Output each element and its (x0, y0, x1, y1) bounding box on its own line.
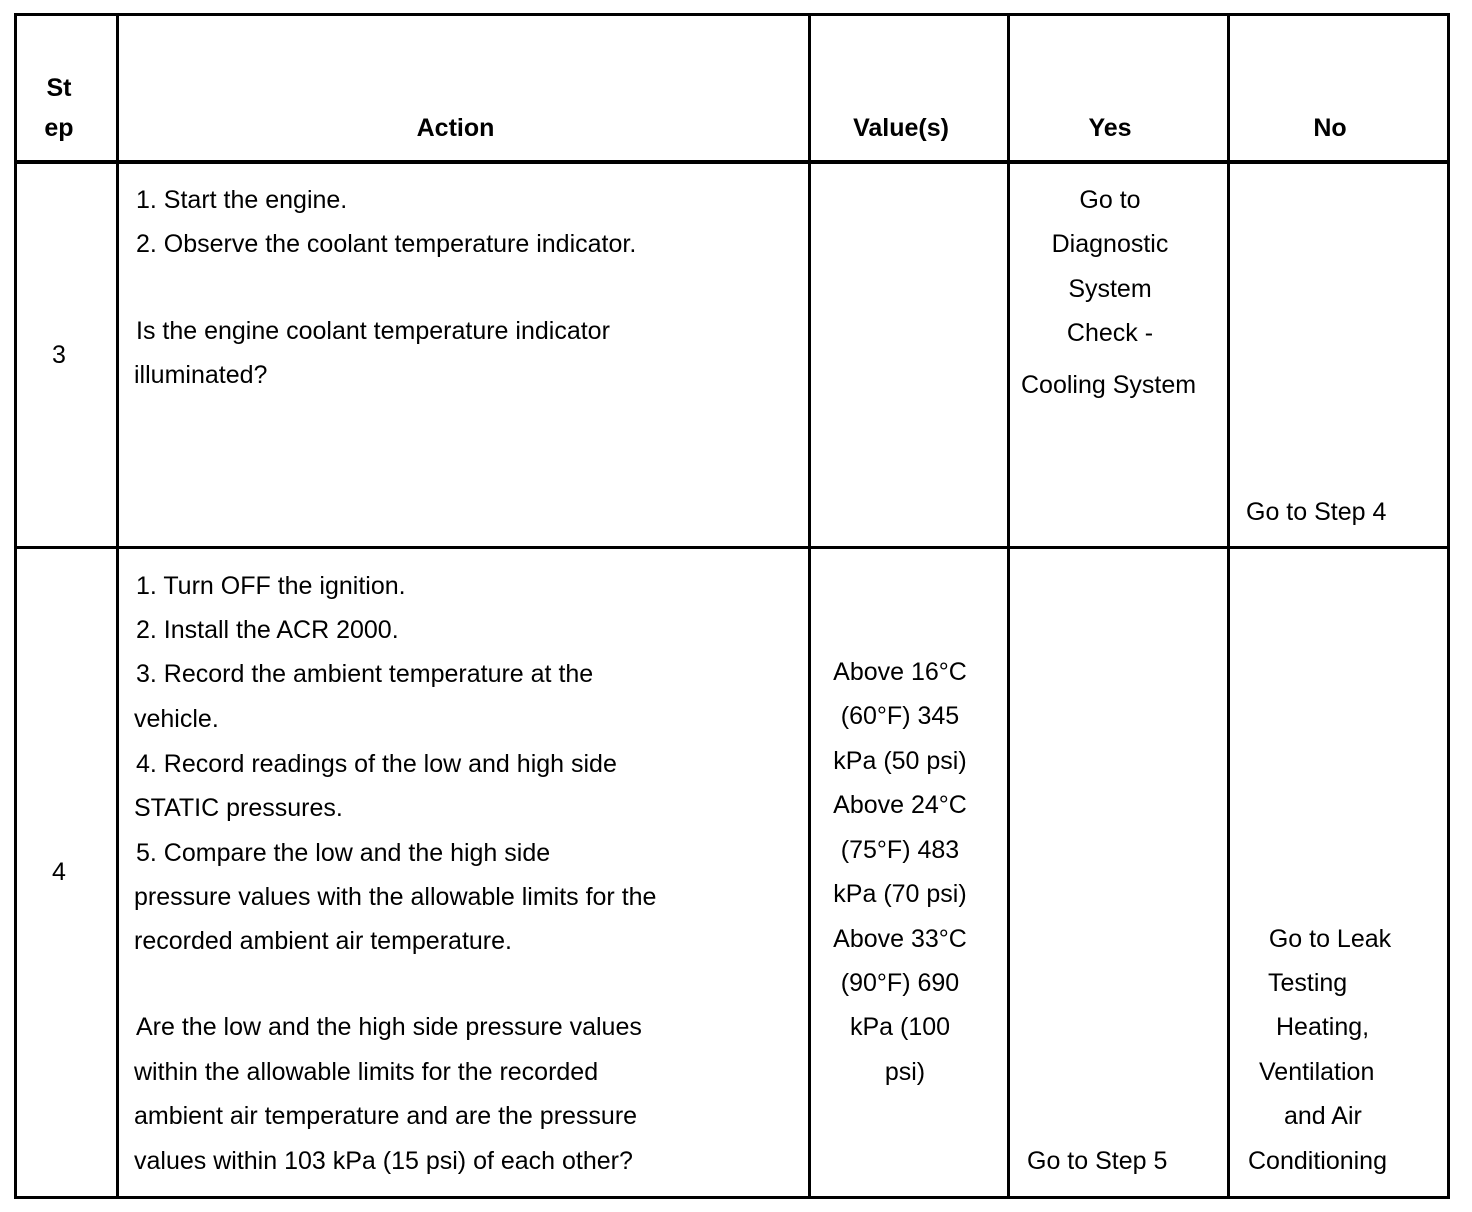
action-text: 1. Turn OFF the ignition. (136, 572, 406, 600)
value-text: Above 16°C (833, 658, 967, 686)
no-text: Ventilation (1259, 1058, 1375, 1086)
action-text: Are the low and the high side pressure values (136, 1013, 642, 1041)
header-step-line2: ep (44, 114, 74, 142)
row-divider (14, 546, 1450, 549)
yes-text: Go to Step 5 (1027, 1147, 1168, 1175)
yes-text: Check - (1066, 319, 1154, 347)
action-text: pressure values with the allowable limits for the (134, 883, 657, 911)
header-yes: Yes (1088, 114, 1132, 142)
no-text: Testing (1268, 969, 1348, 997)
yes-text: Go to (1079, 186, 1141, 214)
header-divider (14, 160, 1450, 164)
no-text: Go to Leak (1268, 925, 1392, 953)
value-text: (75°F) 483 (840, 836, 960, 864)
value-text: kPa (100 (849, 1013, 951, 1041)
table-border-bottom (14, 1196, 1450, 1199)
yes-text: Cooling System (1021, 371, 1197, 399)
no-text: and Air (1284, 1102, 1362, 1130)
column-divider-step (116, 13, 119, 1199)
header-values: Value(s) (853, 114, 949, 142)
value-text: kPa (70 psi) (833, 880, 967, 908)
action-text: ambient air temperature and are the pressure (134, 1102, 638, 1130)
table-border-top (14, 13, 1450, 16)
action-text: values within 103 kPa (15 psi) of each other? (134, 1147, 633, 1175)
action-text: illuminated? (134, 361, 268, 389)
value-text: Above 24°C (833, 791, 967, 819)
action-text: recorded ambient air temperature. (134, 927, 512, 955)
no-text: Heating, (1276, 1013, 1370, 1041)
action-text: 4. Record readings of the low and high side (136, 750, 617, 778)
value-text: (90°F) 690 (840, 969, 960, 997)
action-text: 3. Record the ambient temperature at the (136, 660, 594, 688)
header-action: Action (416, 114, 495, 142)
action-text: vehicle. (134, 705, 219, 733)
value-text: Above 33°C (833, 925, 967, 953)
action-text: Is the engine coolant temperature indicator (136, 317, 610, 345)
value-text: kPa (50 psi) (833, 747, 967, 775)
action-text: within the allowable limits for the recorded (134, 1058, 599, 1086)
action-text: STATIC pressures. (134, 794, 343, 822)
action-text: 2. Observe the coolant temperature indicator. (136, 230, 637, 258)
action-text: 2. Install the ACR 2000. (136, 616, 399, 644)
header-no: No (1313, 114, 1347, 142)
action-text: 1. Start the engine. (136, 186, 348, 214)
value-text: (60°F) 345 (840, 702, 960, 730)
column-divider-yes (1227, 13, 1230, 1199)
no-text: Conditioning (1248, 1147, 1387, 1175)
yes-text: System (1068, 275, 1152, 303)
yes-text: Diagnostic (1051, 230, 1169, 258)
header-step-line1: St (46, 74, 72, 102)
table-border-left (14, 13, 17, 1199)
no-text: Go to Step 4 (1246, 498, 1387, 526)
value-text: psi) (884, 1058, 926, 1086)
step-number: 3 (52, 341, 66, 369)
table-border-right (1447, 13, 1450, 1199)
step-number: 4 (52, 858, 66, 886)
action-text: 5. Compare the low and the high side (136, 839, 551, 867)
